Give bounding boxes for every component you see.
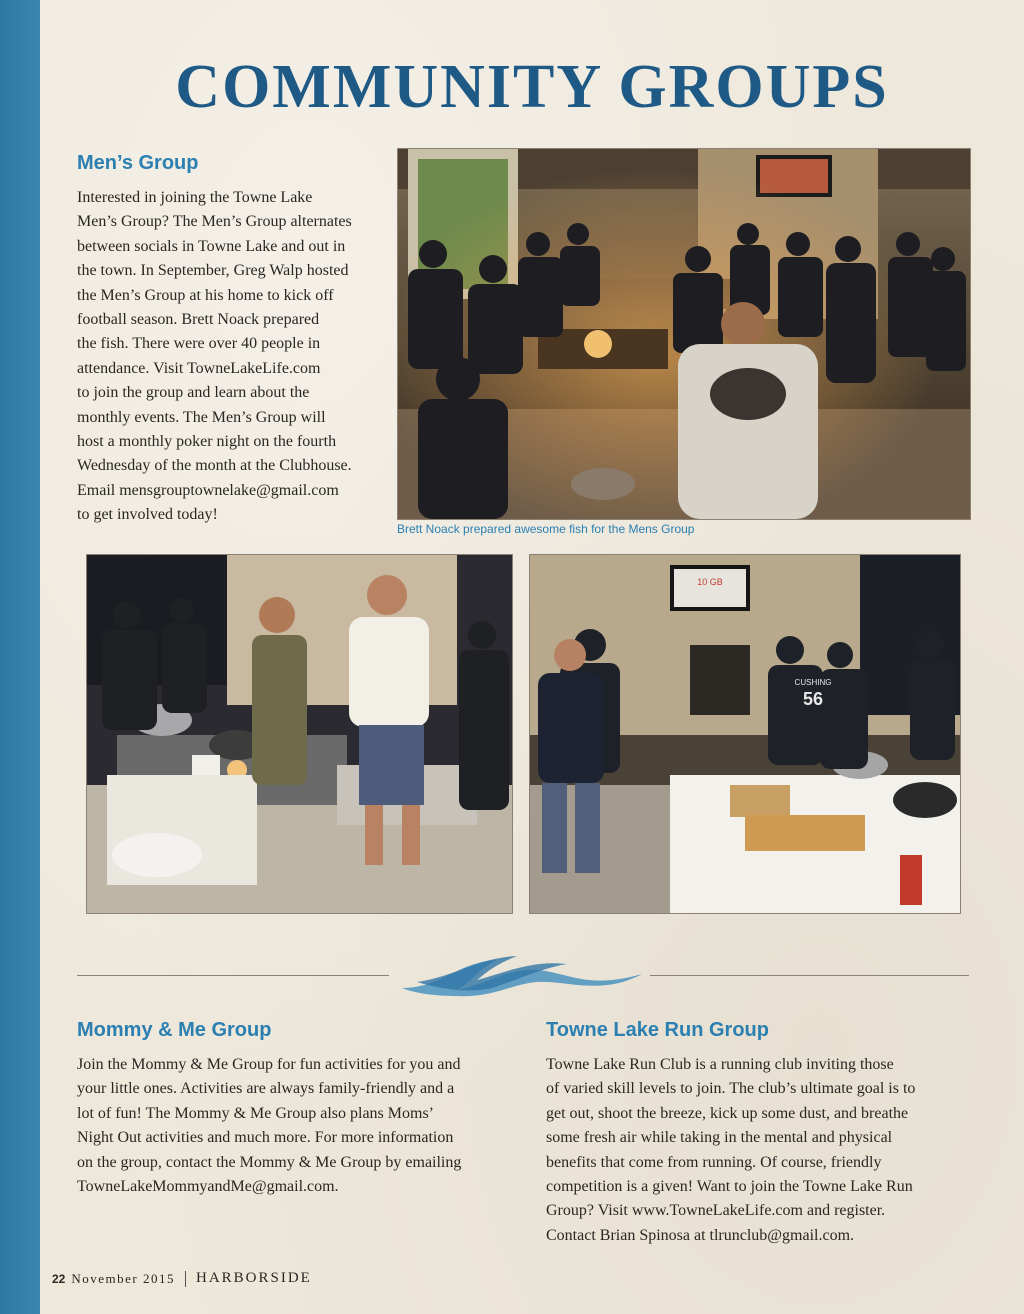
issue-date: November 2015 [71, 1270, 175, 1286]
mens-group-text [77, 186, 387, 528]
text-line: to join the group and learn about the [77, 384, 310, 402]
photo-illustration [530, 555, 960, 913]
page-title: COMMUNITY GROUPS [175, 53, 889, 121]
mens-group-party-photo [397, 148, 971, 520]
text-line: of varied skill levels to join. The club’s ultimate goal is to [546, 1080, 916, 1098]
text-line: Join the Mommy & Me Group for fun activities for you and [77, 1056, 461, 1073]
footer-separator [185, 1271, 186, 1287]
jersey-text: CUSHING [794, 678, 832, 687]
magazine-name: HARBORSIDE [195, 1270, 312, 1286]
text-line: the fish. There were over 40 people in [77, 335, 321, 353]
photo-illustration [398, 149, 970, 519]
text-line: get out, shoot the breeze, kick up some dust, and breathe [546, 1104, 909, 1122]
text-line: host a monthly poker night on the fourth [77, 433, 337, 451]
page-number: 22 [52, 1271, 66, 1286]
tv-screen-text: 10 GB [697, 577, 723, 587]
photo-caption: Brett Noack prepared awesome fish for the Mens Group [397, 522, 695, 536]
photo-illustration [87, 555, 512, 913]
text-line: Wednesday of the month at the Clubhouse. [77, 457, 352, 475]
divider-line-right [650, 975, 969, 976]
text-line: attendance. Visit TowneLakeLife.com [77, 359, 321, 377]
text-line: TowneLakeMommyandMe@gmail.com. [77, 1178, 339, 1196]
mommy-group-text [77, 1053, 517, 1199]
text-line: competition is a given! Want to join the Towne Lake Run [546, 1178, 913, 1196]
side-color-bar [0, 0, 40, 1314]
text-line: on the group, contact the Mommy & Me Group by emailing [77, 1153, 462, 1171]
text-line: monthly events. The Men’s Group will [77, 408, 326, 426]
text-line: Email mensgrouptownelake@gmail.com [77, 481, 339, 499]
text-line: Towne Lake Run Club is a running club inviting those [546, 1056, 894, 1073]
text-line: Group? Visit www.TowneLakeLife.com and register. [546, 1202, 886, 1220]
mommy-group-heading: Mommy & Me Group [77, 1019, 272, 1041]
divider-line-left [77, 975, 389, 976]
mens-group-heading: Men’s Group [77, 152, 199, 174]
fish-fry-photo [86, 554, 513, 914]
text-line: Men’s Group? The Men’s Group alternates [77, 213, 352, 231]
text-line: lot of fun! The Mommy & Me Group also plans Moms’ [77, 1104, 435, 1122]
text-line: your little ones. Activities are always family-friendly and a [77, 1080, 455, 1098]
text-line: to get involved today! [77, 506, 218, 524]
jersey-number: 56 [802, 689, 824, 709]
text-line: Night Out activities and much more. For more information [77, 1129, 454, 1147]
text-line: Interested in joining the Towne Lake [77, 189, 313, 206]
text-line: benefits that come from running. Of course, friendly [546, 1153, 882, 1171]
wave-ornament [397, 952, 647, 1000]
text-line: football season. Brett Noack prepared [77, 311, 320, 329]
buffet-photo [529, 554, 961, 914]
run-group-heading: Towne Lake Run Group [546, 1019, 769, 1041]
text-line: Contact Brian Spinosa at tlrunclub@gmail.com. [546, 1226, 855, 1244]
text-line: the town. In September, Greg Walp hosted [77, 262, 349, 280]
text-line: some fresh air while taking in the mental and physical [546, 1129, 893, 1147]
text-line: the Men’s Group at his home to kick off [77, 286, 334, 304]
text-line: between socials in Towne Lake and out in [77, 237, 346, 255]
page-footer [52, 1270, 312, 1287]
run-group-text [546, 1053, 966, 1248]
